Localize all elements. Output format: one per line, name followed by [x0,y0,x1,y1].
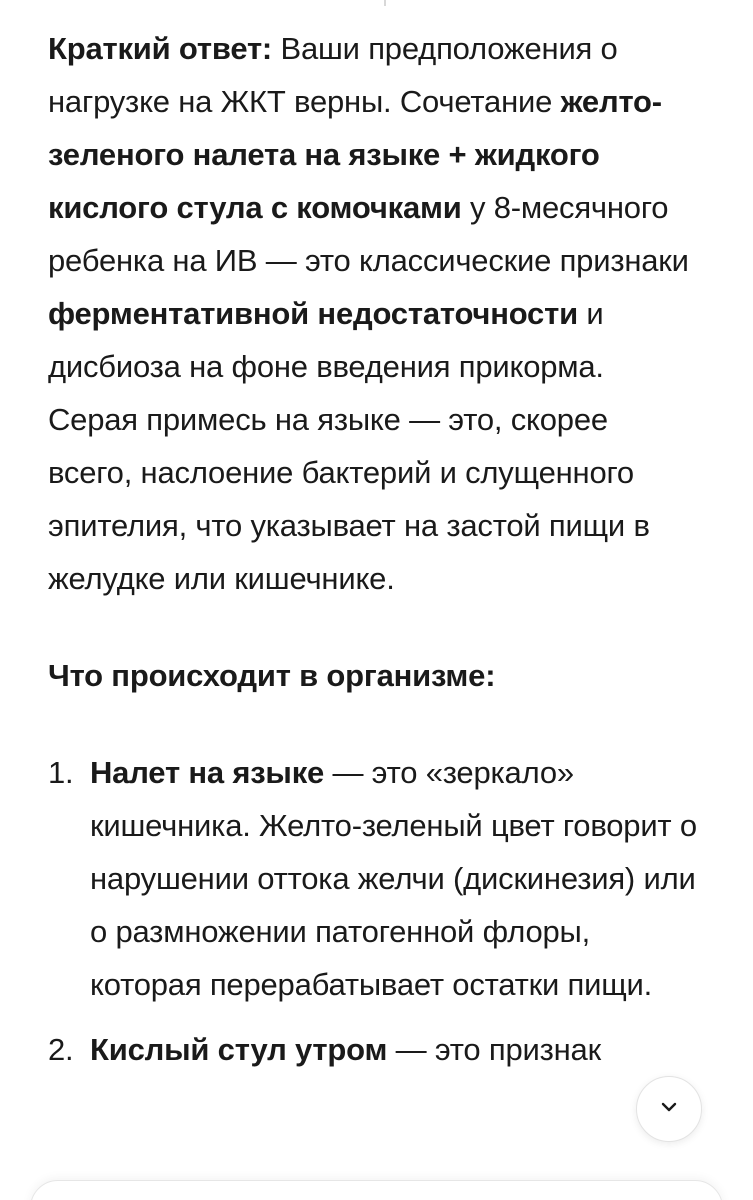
summary-text-2: у 8-месячного ребенка на ИВ — это классические признаки [48,190,689,278]
list-item-text: — это признак [387,1032,601,1067]
summary-bold-2: ферментативной недостаточности [48,296,578,331]
list-item [48,746,698,1011]
list-item [48,1023,698,1076]
composer-box[interactable] [30,1180,723,1200]
list-item-number: 2. [48,1032,74,1067]
assistant-message [48,22,698,1076]
scroll-indicator-tick [384,0,386,6]
list-item-number: 1. [48,755,74,790]
section-heading: Что происходит в организме: [48,658,496,693]
list-item-text: — это «зеркало» кишечника. Желто-зеленый цвет говорит о нарушении оттока желчи (дискинезия) или о размножении патогенной флоры, которая перерабатывает остатки пищи. [90,755,697,1002]
summary-paragraph [48,22,698,605]
summary-text-1: Ваши предположения о нагрузке на ЖКТ верны. Сочетание [48,31,618,119]
summary-lead: Краткий ответ: [48,31,273,66]
list-item-bold: Налет на языке [90,755,325,790]
chevron-down-icon [657,1095,681,1124]
numbered-list [48,746,698,1076]
summary-bold-1: желто-зеленого налета на языке + жидкого кислого стула с комочками [48,84,662,225]
list-item-bold: Кислый стул утром [90,1032,388,1067]
scroll-down-button[interactable] [636,1076,702,1142]
summary-text-3: и дисбиоза на фоне введения прикорма. Серая примесь на языке — это, скорее всего, наслоение бактерий и слущенного эпителия, что указывает на застой пищи в желудке или кишечнике. [48,296,650,596]
